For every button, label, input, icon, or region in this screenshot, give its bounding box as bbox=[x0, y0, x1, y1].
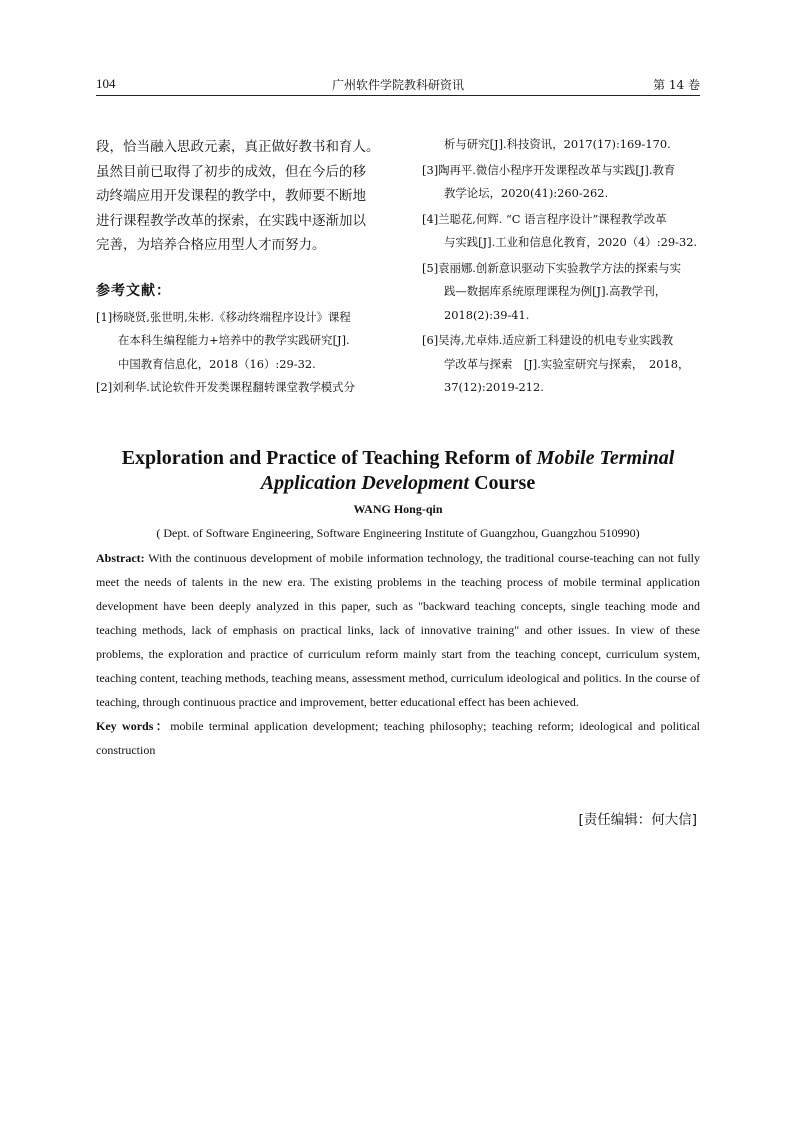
body-paragraph bbox=[96, 135, 386, 258]
body-line: 段，恰当融入思政元素，真正做好教书和育人。 bbox=[96, 139, 380, 155]
abstract bbox=[96, 546, 700, 714]
reference-line: 与实践[J].工业和信息化教育，2020（4）:29-32. bbox=[444, 235, 698, 249]
references-heading: 参考文献： bbox=[96, 282, 171, 299]
reference-line: 37(12):2019-212. bbox=[444, 380, 544, 394]
english-title bbox=[96, 446, 700, 496]
author-name: WANG Hong-qin bbox=[353, 502, 443, 516]
title-italic: Mobile Terminal bbox=[536, 447, 675, 469]
reference-item bbox=[422, 208, 700, 255]
left-column bbox=[96, 135, 386, 400]
reference-item bbox=[422, 159, 700, 206]
title-italic: Application Development bbox=[260, 472, 470, 494]
body-line: 完善，为培养合格应用型人才而努力。 bbox=[96, 237, 326, 253]
reference-line: [1]杨晓贤,张世明,朱彬.《移动终端程序设计》课程 bbox=[96, 309, 351, 324]
page-number: 104 bbox=[96, 76, 116, 91]
editor-note: [责任编辑：何大信] bbox=[578, 812, 697, 828]
reference-item bbox=[422, 329, 700, 400]
journal-name: 广州软件学院教科研资讯 bbox=[331, 78, 464, 92]
keywords-line: mobile terminal application development; teaching philosophy; teaching reform; ideological and political bbox=[170, 719, 700, 733]
abstract-line: teaching methods, lack of emphasis on practical links, lack of innovative training" and other issues. In view of these bbox=[96, 623, 700, 637]
keywords-line: construction bbox=[96, 743, 156, 757]
title-text: Course bbox=[469, 472, 536, 494]
abstract-line: problems, the exploration and practice of curriculum reform mainly start from the teaching concept, curriculum system, bbox=[96, 647, 700, 661]
right-column bbox=[422, 133, 700, 400]
abstract-line: With the continuous development of mobile information technology, the traditional course-teaching can not fully bbox=[148, 551, 700, 565]
reference-item bbox=[96, 306, 386, 377]
abstract-line: meet the needs of talents in the new era. The existing problems in the teaching process of mobile terminal application bbox=[96, 575, 700, 589]
reference-line: 践—数据库系统原理课程为例[J].高教学刊， bbox=[444, 284, 667, 298]
body-line: 虽然目前已取得了初步的成效，但在今后的移 bbox=[96, 163, 366, 180]
title-text: Exploration and Practice of Teaching Reform of bbox=[121, 447, 537, 469]
reference-line: [2]刘利华.试论软件开发类课程翻转课堂教学模式分 bbox=[96, 380, 355, 394]
reference-line: 教学论坛，2020(41):260-262. bbox=[444, 186, 609, 200]
reference-line: [5]袁丽娜.创新意识驱动下实验教学方法的探索与实 bbox=[422, 260, 681, 275]
reference-line: 2018(2):39-41. bbox=[444, 307, 530, 322]
reference-line: 中国教育信息化，2018（16）:29-32. bbox=[118, 356, 316, 371]
reference-line: 析与研究[J].科技资讯，2017(17):169-170. bbox=[444, 137, 671, 151]
volume-label: 第 14 卷 bbox=[653, 78, 700, 92]
reference-line: [4]兰聪花,何辉. “C 语言程序设计”课程教学改革 bbox=[422, 211, 667, 226]
reference-item bbox=[422, 257, 700, 328]
abstract-line: teaching content, teaching methods, teaching means, assessment method, curriculum ideological and politics. In the course of bbox=[96, 671, 700, 685]
abstract-line: development have been deeply analyzed in this paper, such as "backward teaching concepts, single teaching mode and bbox=[96, 599, 700, 613]
header-rule bbox=[96, 95, 700, 96]
reference-item bbox=[96, 376, 386, 400]
keywords-label: Key words： bbox=[96, 719, 171, 733]
abstract-line: teaching, through continuous practice and improvement, better educational effect has been achieved. bbox=[96, 695, 579, 709]
reference-line: [3]陶再平.微信小程序开发课程改革与实践[J].教育 bbox=[422, 162, 676, 177]
reference-item bbox=[422, 133, 700, 157]
abstract-label: Abstract: bbox=[96, 551, 145, 565]
body-line: 进行课程教学改革的探索，在实践中逐渐加以 bbox=[96, 212, 366, 229]
keywords bbox=[96, 714, 700, 762]
body-line: 动终端应用开发课程的教学中，教师要不断地 bbox=[96, 188, 366, 204]
reference-line: 在本科生编程能力+培养中的教学实践研究[J]. bbox=[118, 333, 350, 347]
running-header bbox=[96, 76, 700, 94]
reference-line: 学改革与探索 [J].实验室研究与探索， 2018， bbox=[444, 356, 690, 371]
reference-line: [6]吴涛,尤卓炜.适应新工科建设的机电专业实践教 bbox=[422, 333, 674, 347]
affiliation: ( Dept. of Software Engineering, Software Engineering Institute of Guangzhou, Guangzhou 510990) bbox=[156, 526, 640, 540]
